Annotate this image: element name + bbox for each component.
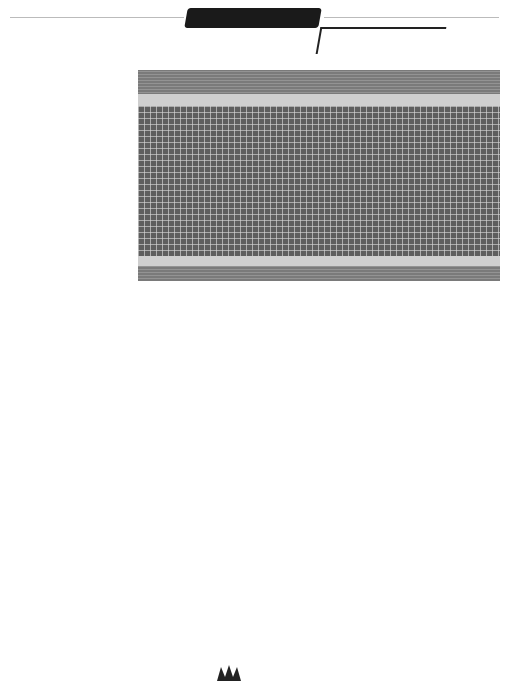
lace-photo-drawing [138,70,500,281]
header-rule-left [10,17,184,18]
lace-photo [138,70,500,281]
header-rule-right [324,17,499,18]
section-title [186,8,320,28]
subtitle-frame [316,27,447,54]
instructions-column [17,102,133,106]
star-icon [217,665,241,681]
crochet-chart-drawing [138,318,468,668]
challenging-logo [215,663,285,683]
crochet-chart [138,318,468,673]
